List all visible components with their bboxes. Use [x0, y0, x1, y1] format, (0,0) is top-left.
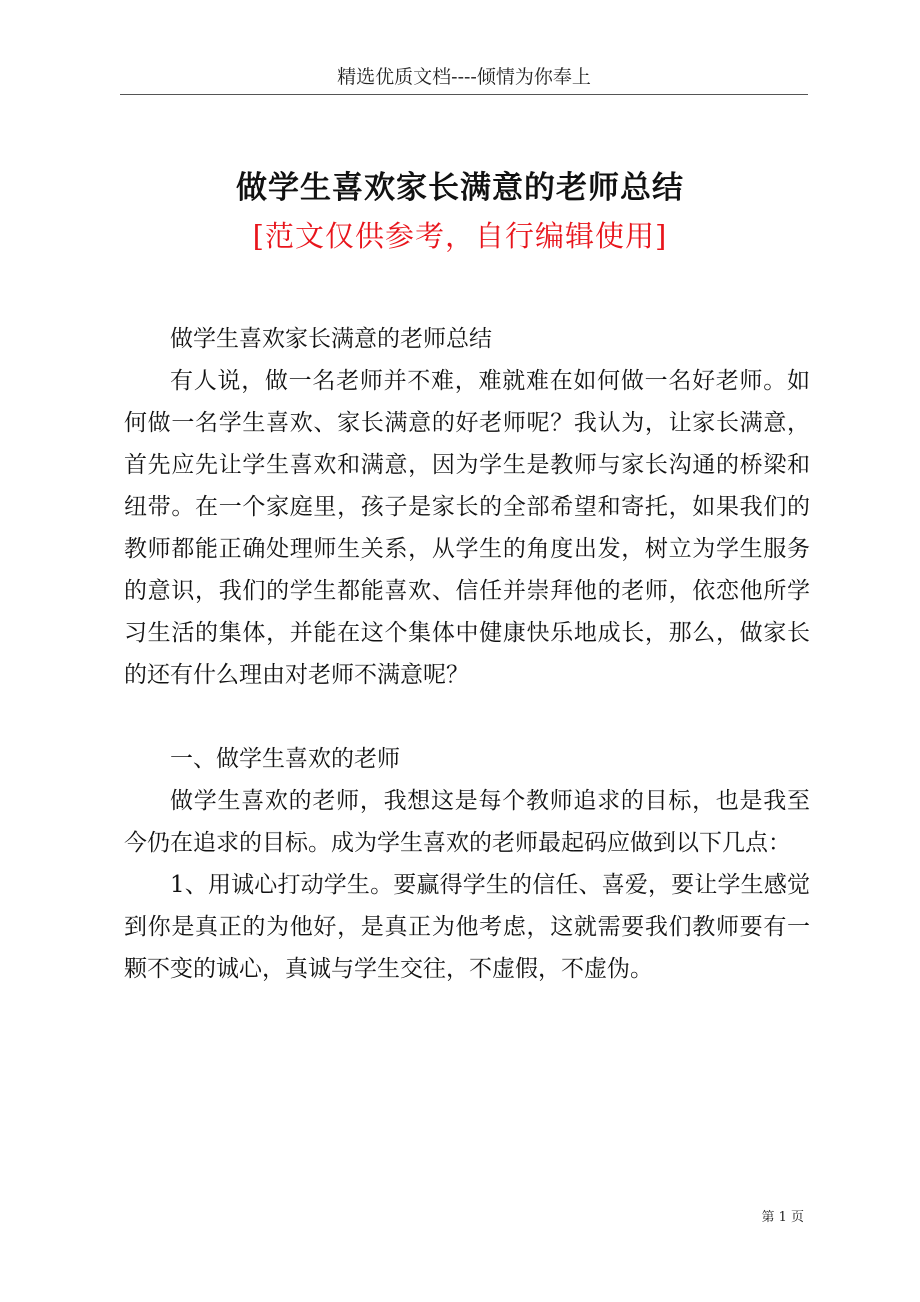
paragraph-point1: 1、用诚心打动学生。要赢得学生的信任、喜爱，要让学生感觉到你是真正的为他好，是真正为他考虑，这就需要我们教师要有一颗不变的诚心，真诚与学生交往，不虚假，不虚伪。: [124, 872, 810, 982]
header-divider: [120, 94, 808, 95]
spacer: [124, 696, 810, 738]
section-heading-1: 一、做学生喜欢的老师: [170, 746, 400, 772]
document-title: 做学生喜欢家长满意的老师总结: [236, 170, 684, 206]
page-number: 第 1 页: [761, 1210, 804, 1225]
paragraph-intro: 有人说，做一名老师并不难，难就难在如何做一名好老师。如何做一名学生喜欢、家长满意的好老师呢？我认为，让家长满意，首先应先让学生喜欢和满意，因为学生是教师与家长沟通的桥梁和纽带。在一个家庭里，孩子是家长的全部希望和寄托，如果我们的教师都能正确处理师生关系，从学生的角度出发，树立为学生服务的意识，我们的学生都能喜欢、信任并崇拜他的老师，依恋他所学习生活的集体，并能在这个集体中健康快乐地成长，那么，做家长的还有什么理由对老师不满意呢？: [124, 368, 810, 688]
page-header: 精选优质文档----倾情为你奉上: [337, 66, 591, 88]
document-subtitle: [范文仅供参考，自行编辑使用]: [252, 219, 668, 253]
intro-heading: 做学生喜欢家长满意的老师总结: [170, 326, 492, 352]
paragraph-section1: 做学生喜欢的老师，我想这是每个教师追求的目标，也是我至今仍在追求的目标。成为学生喜欢的老师最起码应做到以下几点：: [124, 788, 810, 856]
document-body: [124, 318, 810, 990]
